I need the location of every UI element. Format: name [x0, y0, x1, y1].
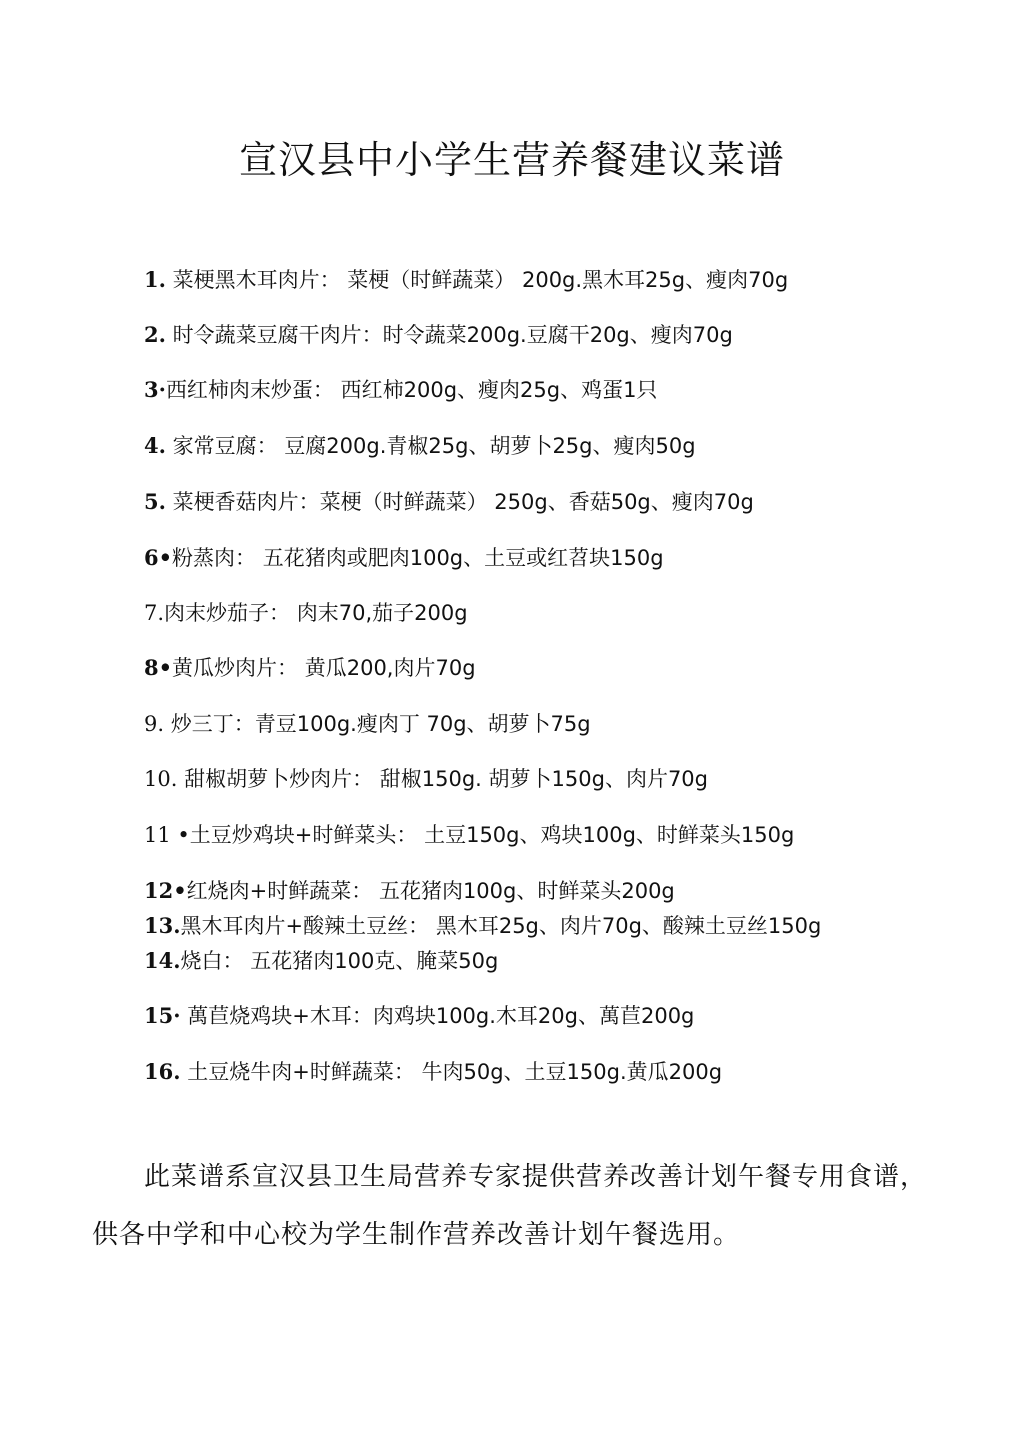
item-number: 10.: [144, 767, 178, 791]
item-number: 12•: [144, 878, 187, 903]
ingredients: 黄瓜200,肉片70g: [298, 656, 476, 680]
item-number: 9.: [144, 712, 165, 736]
dish-name: 烧白：: [180, 949, 244, 973]
item-number: 14.: [144, 948, 181, 973]
dish-name: 菜梗香菇: [165, 490, 257, 514]
footnote-paragraph: 此菜谱系宣汉县卫生局营养专家提供营养改善计划午餐专用食谱，供各中学和中心校为学生制作营养改善计划午餐选用。: [92, 1162, 928, 1250]
dish-name: 黄瓜炒肉片：: [172, 656, 299, 680]
ingredients: 菜梗（时鲜蔬菜） 200g.黑木耳25g、瘦肉70g: [340, 268, 789, 292]
dish-name: 家常豆腐：: [165, 434, 278, 458]
ingredients: 五花猪肉100g、时鲜菜头200g: [372, 879, 675, 903]
list-item: [144, 597, 468, 629]
ingredients: 五花猪肉100克、腌菜50g: [243, 949, 499, 973]
ingredients: 甜椒150g. 胡萝卜150g、肉片70g: [373, 767, 708, 791]
dish-name: 土豆烧牛肉+时鲜蔬菜：: [180, 1060, 415, 1084]
item-number: 16.: [144, 1059, 181, 1084]
ingredients: 时令蔬菜200g.豆腐干20g、瘦肉70g: [382, 323, 733, 347]
list-item: [144, 910, 821, 942]
list-item: [144, 708, 591, 740]
page-title: 宣汉县中小学生营养餐建议菜谱: [238, 138, 785, 182]
dish-name: 萬苣烧鸡块+木耳：: [180, 1004, 373, 1028]
ingredients: 牛肉50g、土豆150g.黄瓜200g: [414, 1060, 723, 1084]
list-item: [144, 264, 788, 296]
item-number: 4.: [144, 433, 166, 458]
item-number: 6•: [144, 545, 173, 570]
dish-name: 肉末炒茄子：: [164, 601, 291, 625]
item-number: 13.: [144, 913, 181, 938]
item-number: 3·: [144, 377, 166, 402]
list-item: [144, 875, 675, 907]
ingredients: 豆腐200g.青椒25g、胡萝卜25g、瘦肉50g: [277, 434, 696, 458]
dish-name: 西红柿肉末炒蛋：: [165, 378, 334, 402]
list-item: [144, 486, 754, 518]
dish-name: 粉蒸肉：: [172, 546, 257, 570]
item-number: 8•: [144, 655, 173, 680]
ingredients: 土豆150g、鸡块100g、时鲜菜头150g: [417, 823, 795, 847]
item-number: 5.: [144, 489, 166, 514]
ingredients: 炒三丁：青豆100g.瘦肉丁 70g、胡萝卜75g: [170, 712, 591, 736]
dish-name: 黑木耳肉片+酸辣土豆丝：: [180, 914, 430, 938]
ingredients: 肉片：菜梗（时鲜蔬菜） 250g、香菇50g、瘦肉70g: [256, 490, 754, 514]
list-item: [144, 763, 708, 795]
ingredients: 五花猪肉或肥肉100g、土豆或红苕块150g: [256, 546, 664, 570]
list-item: [144, 652, 476, 684]
list-item: [144, 374, 657, 406]
list-item: [144, 1056, 722, 1088]
item-number: 2.: [144, 322, 166, 347]
item-number: 11 •: [144, 823, 190, 847]
dish-name: 时令蔬菜豆腐干肉片：: [165, 323, 383, 347]
ingredients: 肉末70,茄子200g: [290, 601, 468, 625]
ingredients: 肉鸡块100g.木耳20g、萬苣200g: [372, 1004, 695, 1028]
list-item: [144, 945, 498, 977]
ingredients: 西红柿200g、瘦肉25g、鸡蛋1只: [333, 378, 658, 402]
list-item: [144, 1000, 694, 1032]
list-item: [144, 319, 733, 351]
dish-name: 甜椒胡萝卜炒肉片：: [177, 767, 374, 791]
list-item: [144, 430, 696, 462]
list-item: [144, 542, 664, 574]
dish-name: [164, 712, 171, 736]
item-number: 1.: [144, 267, 166, 292]
dish-name: 红烧肉+时鲜蔬菜：: [186, 879, 373, 903]
item-number: 7.: [144, 601, 165, 625]
list-item: [144, 819, 794, 851]
dish-name: 土豆炒鸡块+时鲜菜头：: [189, 823, 418, 847]
ingredients: 黑木耳25g、肉片70g、酸辣土豆丝150g: [429, 914, 822, 938]
dish-name: 菜梗黑木耳肉片：: [165, 268, 341, 292]
item-number: 15·: [144, 1003, 181, 1028]
